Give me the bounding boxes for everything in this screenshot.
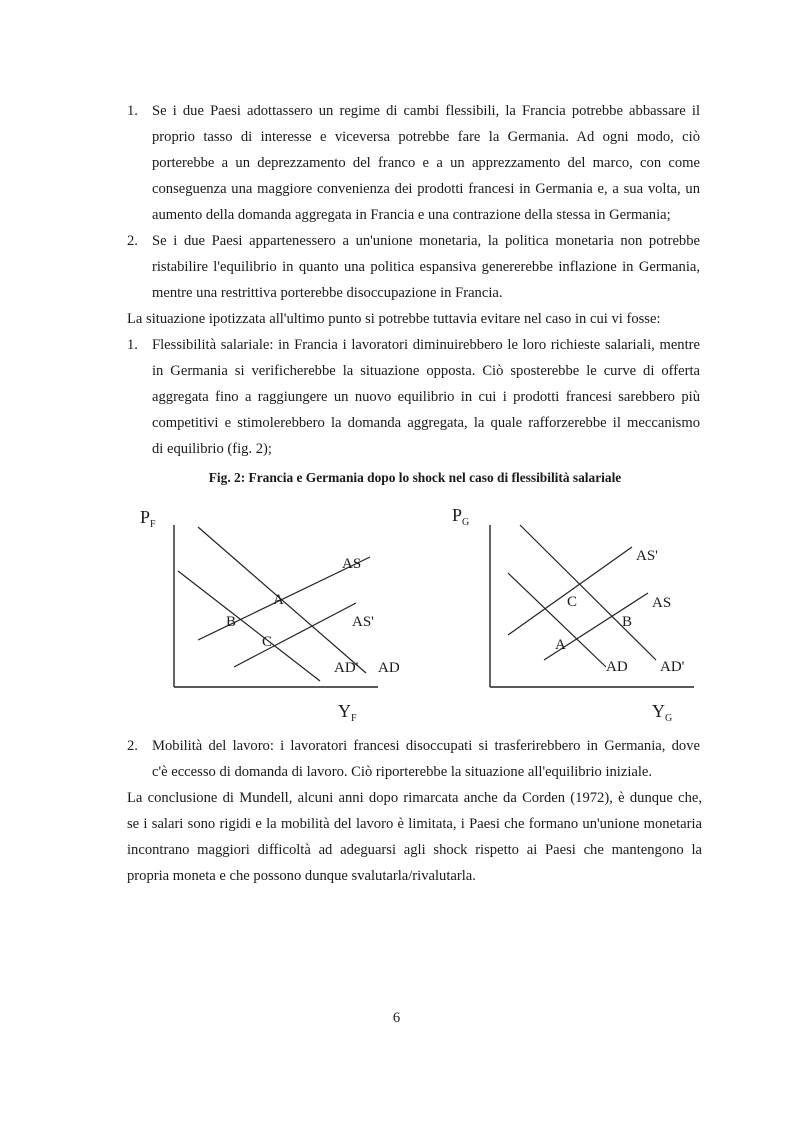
text-line: c'è eccesso di domanda di lavoro. Ciò riporterebbe la situazione all'equilibrio iniziale.	[152, 764, 653, 780]
text-line: aumento della domanda aggregata in Francia e una contrazione della stessa in Germania;	[152, 207, 671, 223]
text-line: di equilibrio (fig. 2);	[152, 441, 272, 457]
ad-label: AD	[378, 660, 400, 676]
text-line: Mobilità del lavoro: i lavoratori francesi disoccupati si trasferirebbero in Germania, dove	[152, 738, 700, 754]
text-line: Se i due Paesi appartenessero a un'unione monetaria, la politica monetaria non potrebbe	[152, 233, 700, 249]
text-line: Se i due Paesi adottassero un regime di cambi flessibili, la Francia potrebbe abbassare il	[152, 103, 700, 119]
text-line: incontrano maggiori difficoltà ad adeguarsi agli shock rispetto ai Paesi che mantengono la	[127, 842, 702, 858]
list-number: 1.	[127, 103, 138, 119]
point-c-label: C	[262, 634, 273, 650]
text-line: competitivi e stimolerebbero la domanda aggregata, la quale rafforzerebbe il meccanismo	[152, 415, 700, 431]
list-number: 1.	[127, 337, 138, 353]
text-line: La situazione ipotizzata all'ultimo punto si potrebbe tuttavia evitare nel caso in cui vi fosse:	[127, 311, 661, 327]
germany-diagram	[446, 495, 716, 730]
text-line: La conclusione di Mundell, alcuni anni dopo rimarcata anche da Corden (1972), è dunque che,	[127, 790, 702, 806]
y-axis-label: $P_G$	[452, 505, 470, 528]
list-item	[152, 332, 700, 462]
text-line: conseguenza una maggiore convenienza dei prodotti francesi in Germania e, a sua volta, un	[152, 181, 700, 197]
france-diagram	[130, 495, 410, 730]
x-axis-label: $Y_G$	[652, 701, 673, 724]
as-label: AS	[652, 595, 672, 611]
list-number: 2.	[127, 233, 138, 249]
y-axis-label: $P_F$	[140, 507, 156, 530]
as-prime-curve	[234, 603, 356, 667]
text-line: in Germania si verificherebbe la situazione opposta. Ciò sposterebbe le curve di offerta	[152, 363, 700, 379]
x-axis-label: $Y_F$	[338, 701, 357, 724]
ad-label: AD	[606, 659, 628, 675]
as-label: AS	[342, 556, 362, 572]
point-b-label: B	[226, 614, 237, 630]
list-item	[152, 228, 700, 306]
as-prime-label: AS'	[352, 614, 374, 630]
point-a-label: A	[273, 592, 284, 608]
ad-prime-curve	[520, 525, 656, 660]
point-a-label: A	[555, 637, 566, 653]
list-item	[152, 98, 700, 228]
text-line: Flessibilità salariale: in Francia i lavoratori diminuirebbero le loro richieste salariali, mentre	[152, 337, 700, 353]
text-line: se i salari sono rigidi e la mobilità del lavoro è limitata, i Paesi che formano un'unione monetaria	[127, 816, 702, 832]
text-line: propria moneta e che possono dunque svalutarla/rivalutarla.	[127, 868, 476, 884]
list-item	[152, 733, 700, 785]
point-c-label: C	[567, 594, 578, 610]
point-b-label: B	[622, 614, 633, 630]
text-line: mentre una restrittiva porterebbe disoccupazione in Francia.	[152, 285, 503, 301]
figure-caption: Fig. 2: Francia e Germania dopo lo shock nel caso di flessibilità salariale	[208, 470, 622, 485]
intro-paragraph	[127, 306, 707, 332]
text-line: proprio tasso di interesse e viceversa potrebbe fare la Germania. Ad ogni modo, ciò	[152, 129, 700, 145]
text-line: porterebbe a un deprezzamento del franco e a un apprezzamento del marco, con come	[152, 155, 700, 171]
ad-prime-label: AD'	[660, 659, 685, 675]
as-prime-label: AS'	[636, 548, 658, 564]
list-number: 2.	[127, 738, 138, 754]
ad-prime-label: AD'	[334, 660, 359, 676]
ad-prime-curve	[178, 571, 320, 681]
page-number: 6	[392, 1010, 401, 1026]
conclusion-paragraph	[127, 785, 702, 889]
text-line: ristabilire l'equilibrio in quanto una politica espansiva genererebbe inflazione in Germania,	[152, 259, 700, 275]
text-line: aggregata fino a raggiungere un nuovo equilibrio in cui i prodotti francesi sarebbero più	[152, 389, 700, 405]
